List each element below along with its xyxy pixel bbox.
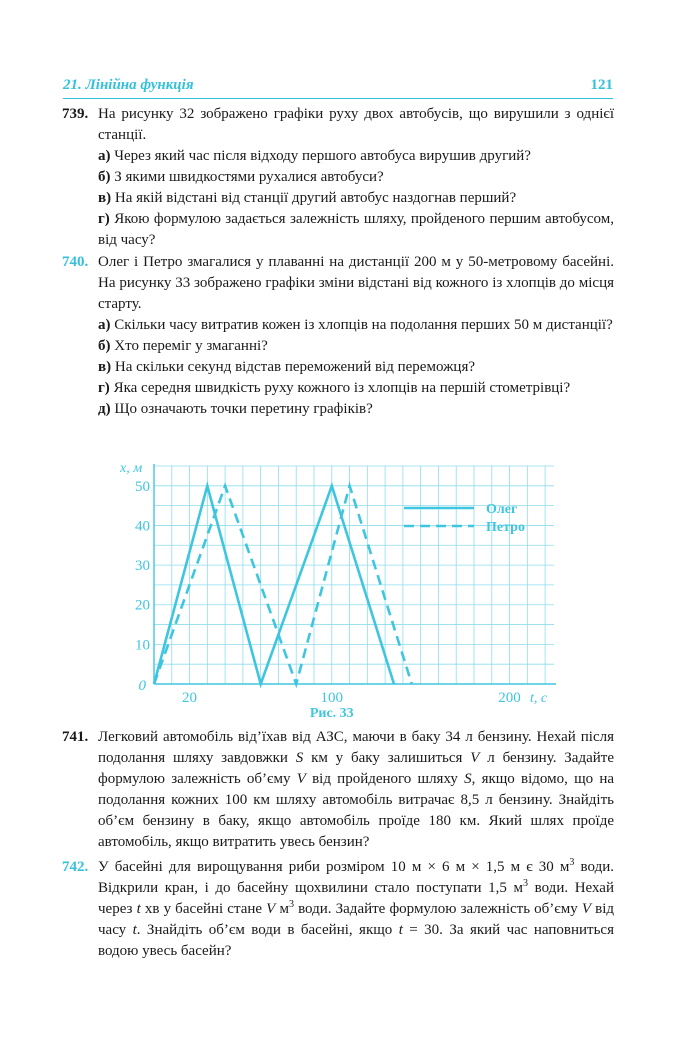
variable-V: V: [581, 901, 592, 917]
item-text: Яка середня швидкість руху кожного із хлопців на першій стометрівці?: [113, 380, 571, 396]
text-segment: , якщо відомо, що на подолання кожних 100 км шляху автомобіль витрачає 8,5 л бензину. Знайдіть об’єм бензину в баку, якщо автомобіль проїде 180 км. Який шлях проїде автомобіль, якщо витратить увесь бензин?: [98, 771, 615, 850]
item-label: д): [98, 401, 111, 417]
x-axis-label: t, с: [530, 691, 548, 706]
legend-label: Олег: [486, 502, 518, 517]
text-segment: м: [275, 901, 289, 917]
problem-item: [98, 146, 614, 167]
problem-741: [62, 727, 614, 853]
problem-item: [98, 378, 614, 399]
problem-text: [98, 727, 614, 853]
figure-33-chart: [118, 460, 558, 720]
text-segment: Легковий автомобіль від’їхав від АЗС, маючи в баку 34 л бензину. Нехай після подолання шляху завдовжки: [98, 729, 614, 766]
item-text: Через який час після відходу першого автобуса вирушив другий?: [114, 148, 531, 164]
variable-V: V: [296, 771, 306, 787]
superscript: 3: [523, 878, 529, 889]
text-segment: хв у басейні стане: [140, 901, 267, 917]
chart-labels: [119, 461, 548, 720]
item-text: Скільки часу витратив кожен із хлопців на подолання перших 50 м дистанції?: [114, 317, 613, 333]
item-label: в): [98, 359, 112, 375]
item-label: г): [98, 211, 110, 227]
chart-legend: [404, 502, 525, 535]
problem-739: [62, 104, 614, 251]
y-tick-label: 40: [135, 518, 150, 535]
text-segment: л бензину. Задайте формулою залежність об’єму: [98, 750, 614, 787]
variable-S: S: [464, 771, 472, 787]
problem-740: [62, 252, 614, 420]
item-label: б): [98, 338, 111, 354]
y-tick-label: 20: [135, 597, 150, 614]
problem-item: [98, 357, 614, 378]
problem-item: [98, 399, 614, 420]
problem-number: 739.: [62, 106, 89, 122]
y-axis-label: x, м: [120, 461, 143, 476]
item-text: З якими швидкостями рухалися автобуси?: [114, 169, 384, 185]
problem-item: [98, 315, 614, 336]
problem-text: На рисунку 32 зображено графіки руху двох автобусів, що вирушили з однієї станції.: [98, 106, 614, 143]
text-segment: У басейні для вирощування риби розміром 10 м × 6 м × 1,5 м є 30 м: [98, 859, 570, 875]
text-segment: = 30. За який час наповниться водою увесь басейн?: [98, 922, 614, 959]
text-segment: води. Відкрили кран, і до басейну щохвилини стало поступати 1,5 м: [98, 859, 614, 896]
item-text: Якою формулою задається залежність шляху, пройденого першим автобусом, від часу?: [98, 211, 615, 248]
text-segment: . Знайдіть об’єм води в басейні, якщо: [136, 922, 399, 938]
problem-number: 741.: [62, 729, 89, 745]
variable-t: t: [132, 922, 137, 938]
variable-V: V: [470, 750, 480, 766]
page-number: 121: [590, 77, 613, 93]
legend-label: Петро: [486, 520, 525, 535]
problem-item: [98, 336, 614, 357]
problem-text: [98, 857, 614, 962]
text-segment: води. Нехай через: [98, 880, 614, 917]
item-label: б): [98, 169, 111, 185]
chart-axes: [154, 464, 556, 684]
superscript: 3: [288, 899, 294, 910]
item-text: Хто переміг у змаганні?: [114, 338, 268, 354]
problem-item: [98, 188, 614, 209]
text-segment: від часу: [98, 901, 615, 938]
problem-text: Олег і Петро змагалися у плаванні на дистанції 200 м у 50-метровому басейні. На рисунку 33 зображено графіки зміни відстані від кожного із хлопців до місця старту.: [98, 254, 614, 312]
item-label: а): [98, 148, 111, 164]
problem-742: [62, 857, 614, 962]
problem-item: [98, 167, 614, 188]
text-segment: від пройденого шляху: [305, 771, 465, 787]
item-label: в): [98, 190, 112, 206]
x-tick-label: 200: [498, 690, 521, 706]
item-text: На якій відстані від станції другий автобус наздогнав перший?: [114, 190, 517, 206]
problem-item: [98, 209, 614, 251]
item-label: а): [98, 317, 111, 333]
problem-number: 742.: [62, 859, 89, 875]
x-tick-label: 20: [182, 690, 198, 706]
y-tick-label: 10: [135, 637, 150, 654]
item-text: На скільки секунд відстав переможений від переможця?: [114, 359, 476, 375]
item-text: Що означають точки перетину графіків?: [114, 401, 373, 417]
variable-S: S: [295, 750, 304, 766]
superscript: 3: [569, 857, 575, 868]
section-title: 21. Лінійна функція: [63, 77, 194, 93]
running-header: [63, 77, 613, 97]
figure-caption: Рис. 33: [309, 706, 354, 720]
variable-t: t: [398, 922, 403, 938]
y-tick-label: 30: [135, 558, 150, 575]
text-segment: км у баку залишиться: [303, 750, 471, 766]
item-label: г): [98, 380, 110, 396]
text-segment: води. Задайте формулою залежність об’єму: [293, 901, 582, 917]
y-tick-label: 50: [135, 478, 150, 495]
origin-label: 0: [138, 678, 146, 694]
header-rule: [63, 98, 613, 99]
variable-t: t: [136, 901, 141, 917]
variable-V: V: [266, 901, 276, 917]
problem-number: 740.: [62, 254, 89, 270]
x-tick-label: 100: [320, 690, 344, 706]
